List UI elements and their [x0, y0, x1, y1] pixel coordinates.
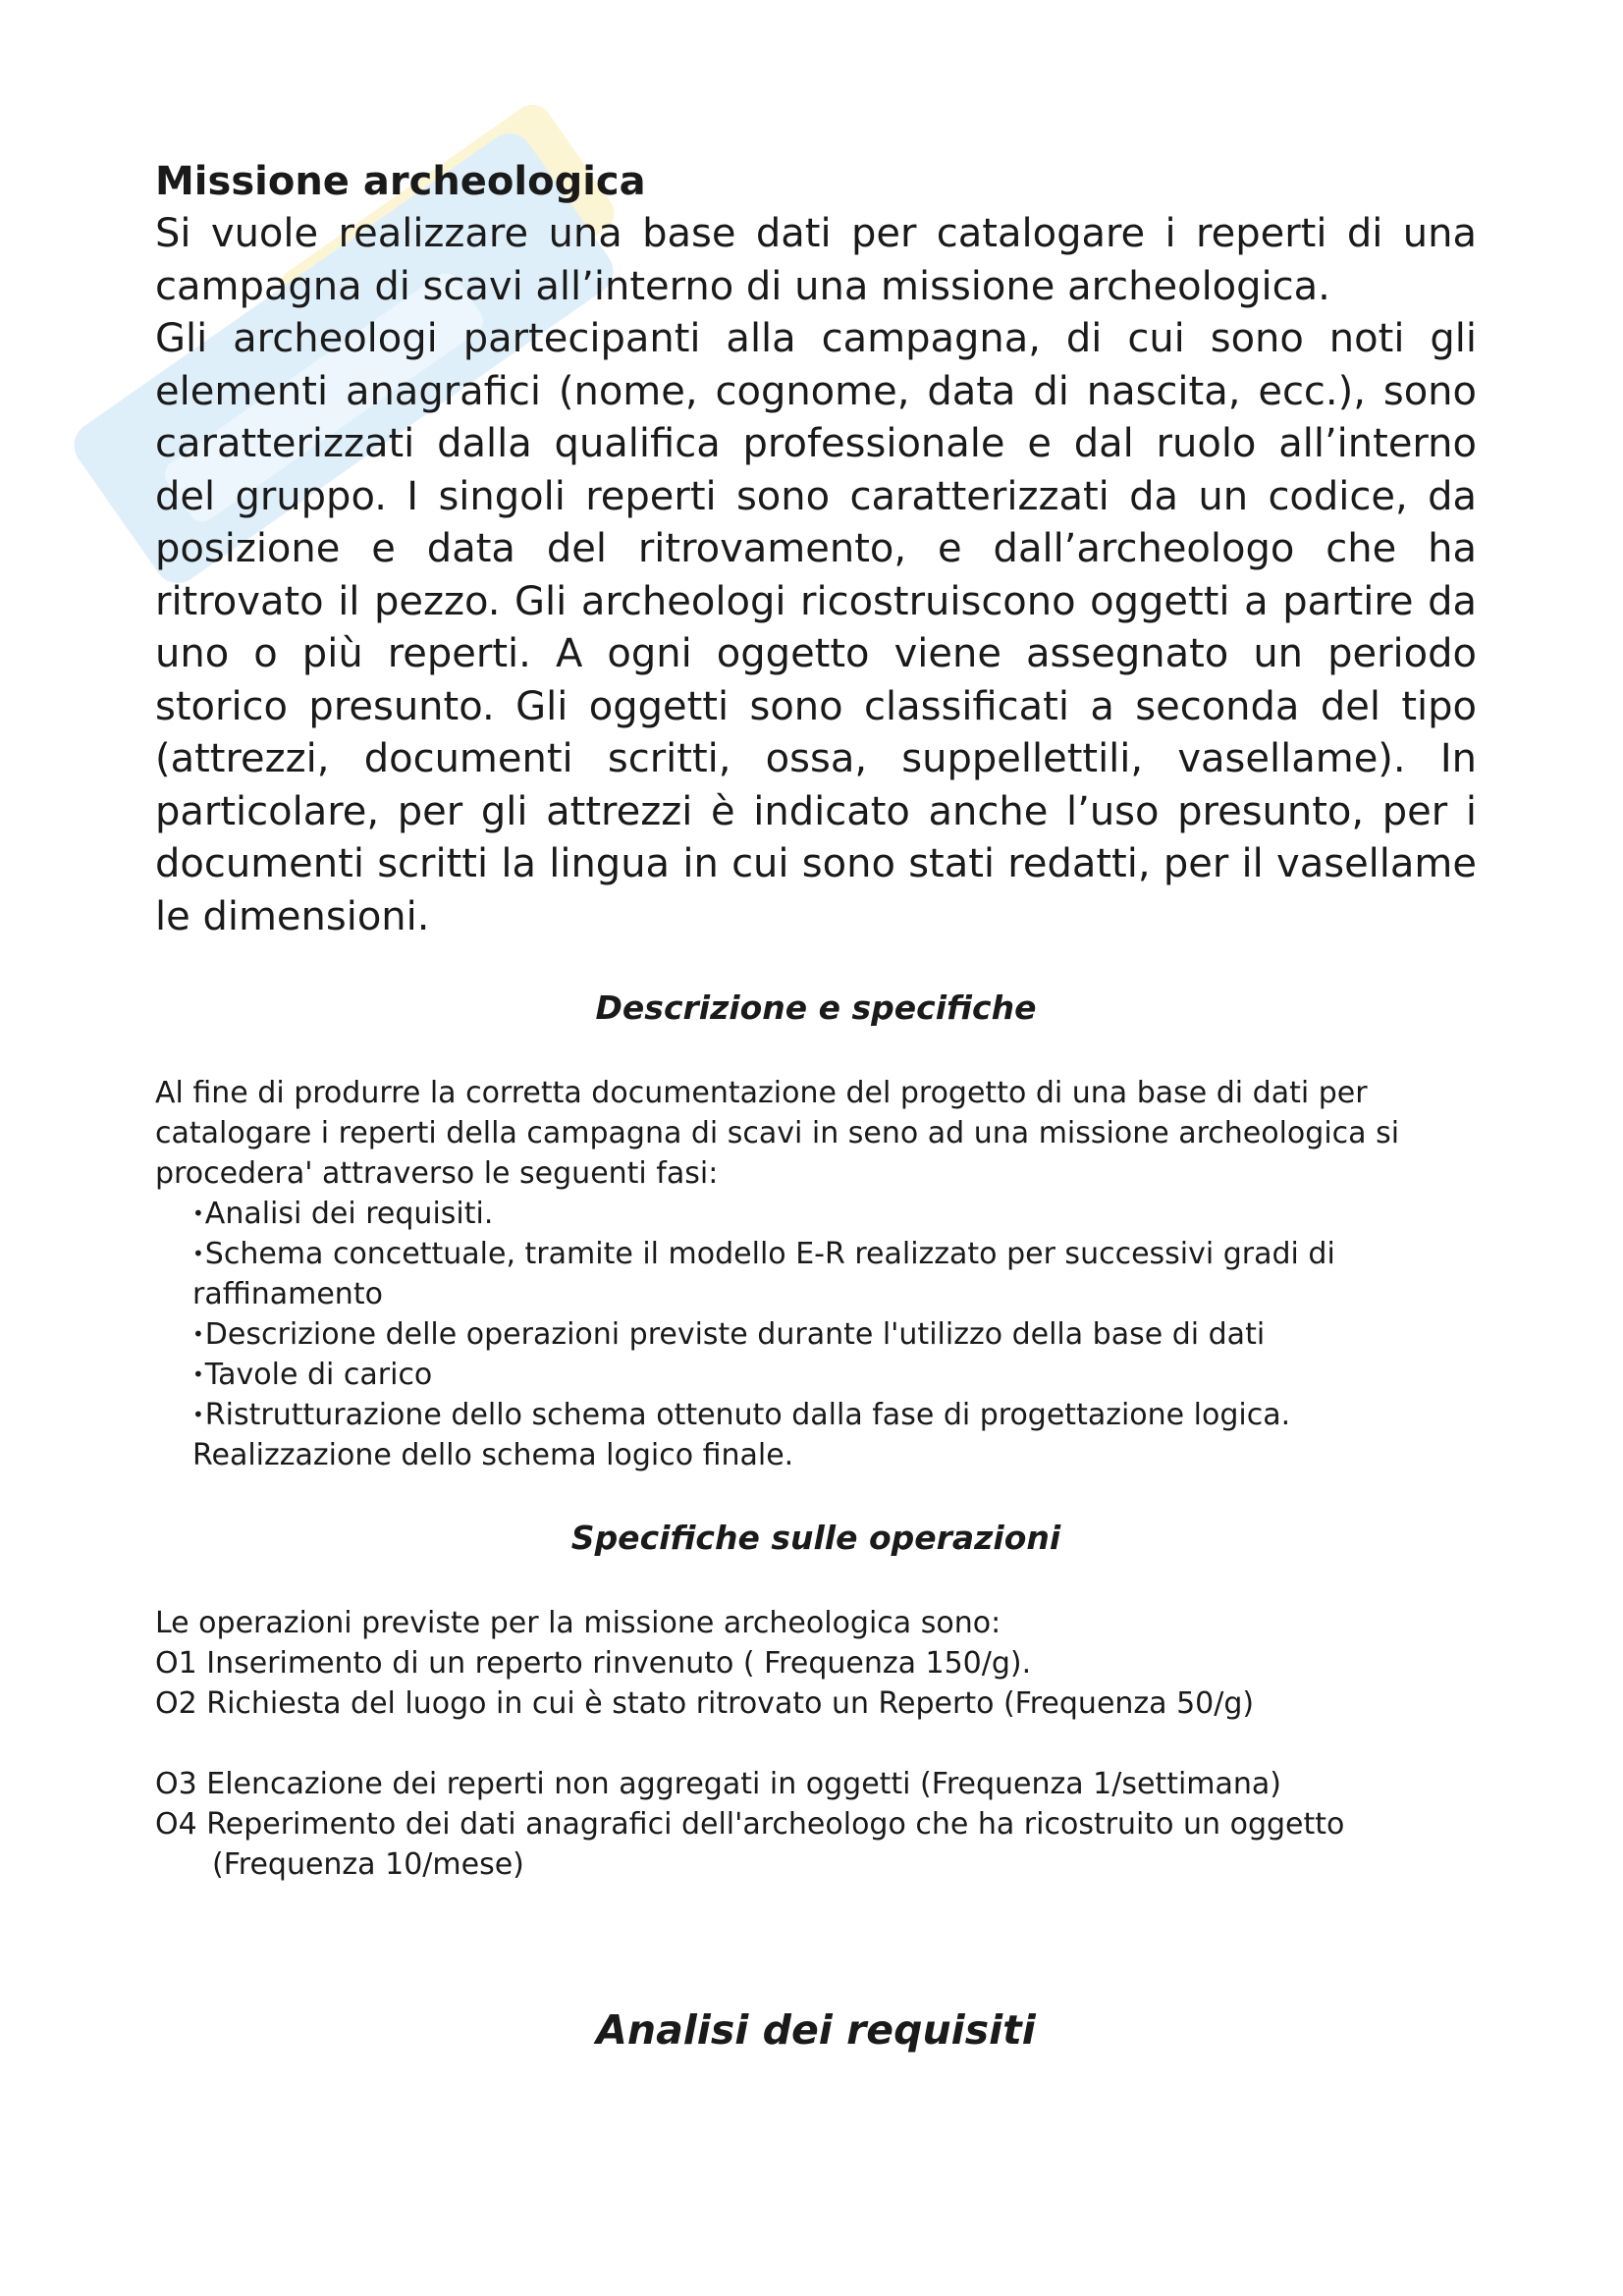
operation-item: O4 Reperimento dei dati anagrafici dell'archeologo che ha ricostruito un oggetto — [155, 1807, 1345, 1842]
phase-item — [192, 1395, 1477, 1475]
heading-analisi-requisiti: Analisi dei requisiti — [596, 2006, 1036, 2054]
phase-item — [192, 1355, 1477, 1395]
intro-paragraph: Si vuole realizzare una base dati per catalogare i reperti di una campagna di scavi all’interno di una missione archeologica. — [155, 211, 1477, 309]
operazioni-intro: Le operazioni previste per la missione archeologica sono: — [155, 1606, 1001, 1640]
heading-specifiche-operazioni: Specifiche sulle operazioni — [570, 1519, 1061, 1557]
operation-item: O1 Inserimento di un reperto rinvenuto ( Frequenza 150/g). — [155, 1646, 1032, 1681]
descrizione-intro: Al fine di produrre la corretta documentazione del progetto di una base di dati per catalogare i reperti della campagna di scavi in seno ad una missione archeologica si procedera' attraverso le seguenti fasi: — [155, 1076, 1400, 1191]
phase-text: Ristrutturazione dello schema ottenuto dalla fase di progettazione logica. Realizzazione dello schema logico finale. — [192, 1398, 1291, 1472]
operation-item: O2 Richiesta del luogo in cui è stato ritrovato un Reperto (Frequenza 50/g) — [155, 1686, 1255, 1721]
document-title: Missione archeologica — [155, 159, 646, 204]
operation-item: O3 Elencazione dei reperti non aggregati in oggetti (Frequenza 1/settimana) — [155, 1767, 1282, 1801]
phase-text: Analisi dei requisiti. — [204, 1197, 494, 1231]
phase-text: Schema concettuale, tramite il modello E-R realizzato per successivi gradi di raffinamento — [192, 1237, 1335, 1311]
phase-item — [192, 1314, 1477, 1355]
bullet-icon: • — [192, 1403, 204, 1426]
spacer — [155, 1724, 1477, 1764]
bullet-icon: • — [192, 1322, 204, 1346]
document-page — [155, 155, 1477, 2057]
descrizione-section — [155, 1073, 1477, 1475]
operazioni-section — [155, 1603, 1477, 1885]
intro-text — [155, 208, 1477, 943]
phase-item — [192, 1194, 1477, 1234]
phases-list — [155, 1194, 1477, 1475]
phase-text: Tavole di carico — [204, 1358, 433, 1392]
bullet-icon: • — [192, 1201, 204, 1225]
phase-item — [192, 1234, 1477, 1314]
heading-descrizione-specifiche: Descrizione e specifiche — [595, 988, 1037, 1027]
bullet-icon: • — [192, 1362, 204, 1386]
bullet-icon: • — [192, 1242, 204, 1265]
phase-text: Descrizione delle operazioni previste durante l'utilizzo della base di dati — [204, 1317, 1266, 1352]
operation-item-continuation: (Frequenza 10/mese) — [212, 1847, 524, 1882]
intro-paragraph: Gli archeologi partecipanti alla campagna, di cui sono noti gli elementi anagrafici (nome, cognome, data di nascita, ecc.), sono caratterizzati dalla qualifica professionale e dal ruolo all’interno del gruppo. I singoli reperti sono caratterizzati da un codice, da posizione e data del ritrovamento, e dall’archeologo che ha ritrovato il pezzo. Gli archeologi ricostruiscono oggetti a partire da uno o più reperti. A ogni oggetto viene assegnato un periodo storico presunto. Gli oggetti sono classificati a seconda del tipo (attrezzi, documenti scritti, ossa, suppellettili, vasellame). In particolare, per gli attrezzi è indicato anche l’uso presunto, per i documenti scritti la lingua in cui sono stati redatti, per il vasellame le dimensioni. — [155, 316, 1477, 939]
